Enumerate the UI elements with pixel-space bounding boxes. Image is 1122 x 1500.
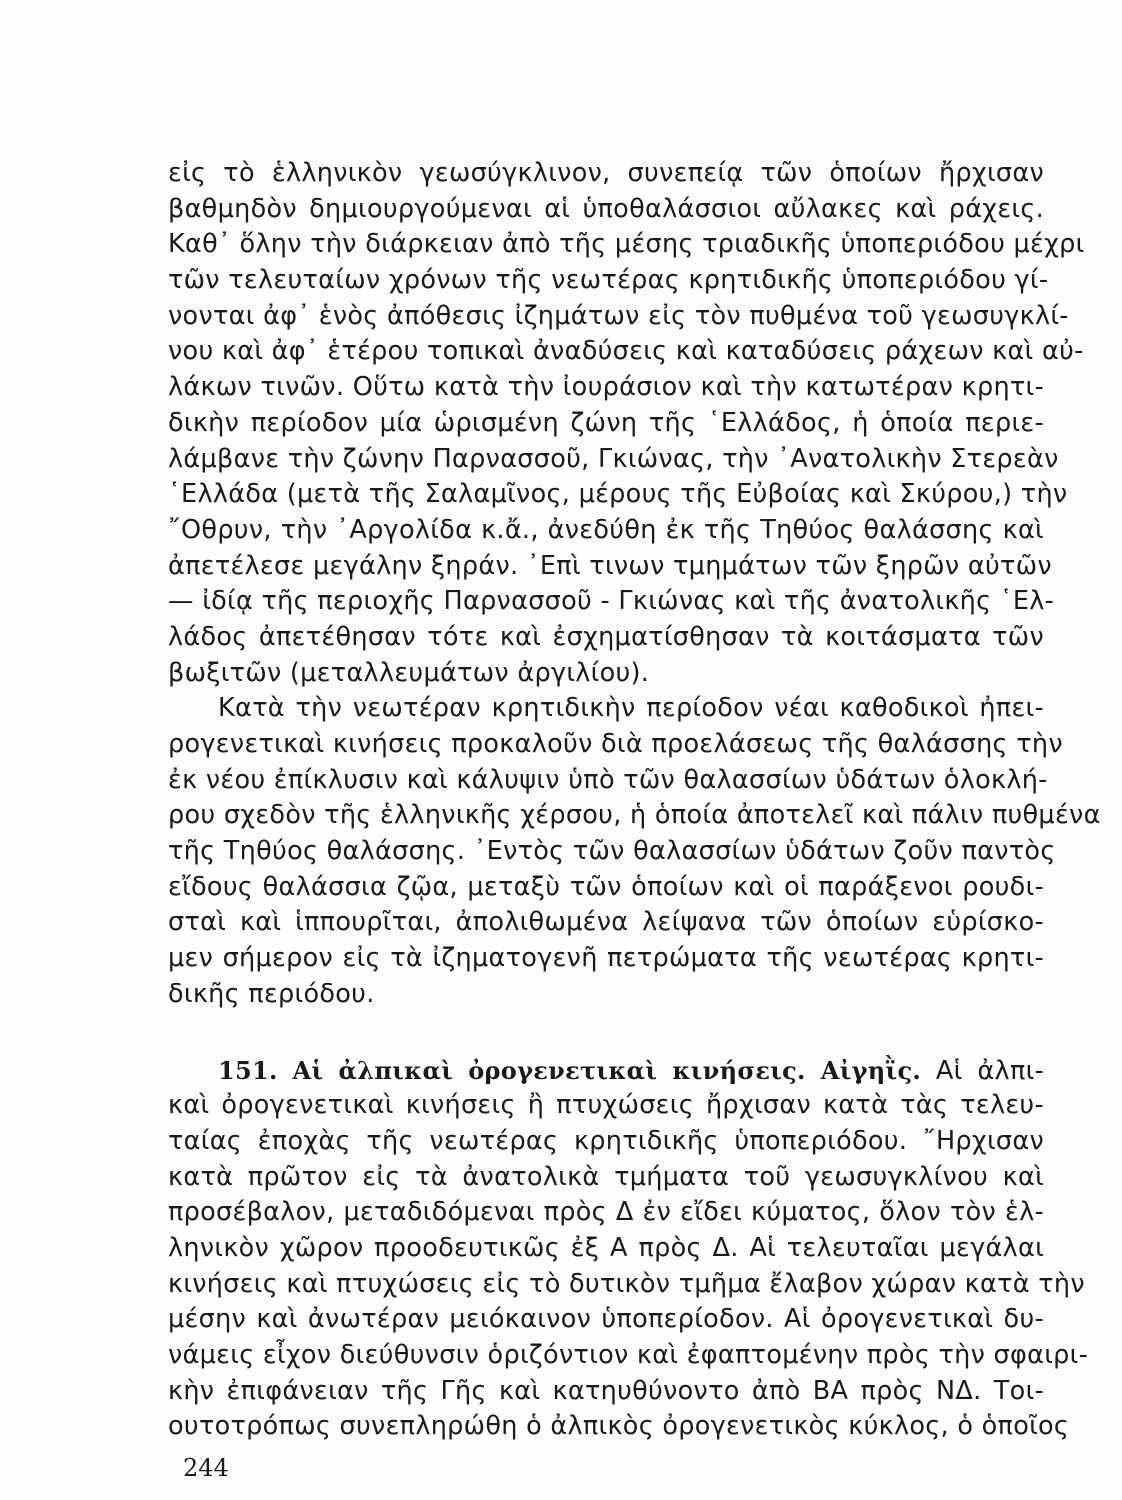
text-line: Καθ᾽ ὅλην τὴν διάρκειαν ἀπὸ τῆς μέσης τριαδικῆς ὑποπεριόδου μέχρι [168, 229, 1085, 260]
text-line: τῶν τελευταίων χρόνων τῆς νεωτέρας κρητιδικῆς ὑποπεριόδου γί- [168, 265, 1049, 296]
paragraph-2 [168, 691, 1101, 1012]
text-line: ῾Ελλάδα (μετὰ τῆς Σαλαμῖνος, μέρους τῆς Εὐβοίας καὶ Σκύρου,) τὴν [168, 479, 1068, 510]
text-line: νάμεις εἶχον διεύθυνσιν ὁριζόντιον καὶ ἐφαπτομένην πρὸς τὴν σφαιρι- [168, 1340, 1089, 1370]
text-line: — ἰδίᾳ τῆς περιοχῆς Παρνασσοῦ - Γκιώνας καὶ τῆς ἀνατολικῆς ῾Ελ- [168, 586, 1055, 617]
text-line: ἐκ νέου ἐπίκλυσιν καὶ κάλυψιν ὑπὸ τῶν θαλασσίων ὑδάτων ὁλοκλή- [168, 764, 1048, 795]
text-line: Κατὰ τὴν νεωτέραν κρητιδικὴν περίοδον νέαι καθοδικοὶ ἠπει- [218, 693, 1044, 724]
text-line: κινήσεις καὶ πτυχώσεις εἰς τὸ δυτικὸν τμῆμα ἔλαβον χώραν κατὰ τὴν [168, 1268, 1085, 1299]
text-line: ουτοτρόπως συνεπληρώθη ὁ ἀλπικὸς ὀρογενετικὸς κύκλος, ὁ ὁποῖος [168, 1411, 1070, 1442]
page-number: 244 [183, 1454, 229, 1482]
section-heading-line [168, 1053, 1044, 1089]
text-line: νου καὶ ἀφ᾽ ἑτέρου τοπικαὶ ἀναδύσεις καὶ καταδύσεις ράχεων καὶ αὐ- [168, 336, 1084, 367]
text-line: κὴν ἐπιφάνειαν τῆς Γῆς καὶ κατηυθύνοντο ἀπὸ ΒΑ πρὸς ΝΔ. Τοι- [168, 1375, 1044, 1406]
text-line: λάμβανε τὴν ζώνην Παρνασσοῦ, Γκιώνας, τὴν ᾽Ανατολικὴν Στερεὰν [168, 443, 1059, 474]
text-line: βωξιτῶν (μεταλλευμάτων ἀργιλίου). [168, 657, 650, 688]
text-line: ἀπετέλεσε μεγάλην ξηράν. ᾽Επὶ τινων τμημάτων τῶν ξηρῶν αὐτῶν [168, 550, 1052, 581]
text-line: δικῆς περιόδου. [168, 978, 375, 1009]
text-line: τῆς Τηθύος θαλάσσης. ᾽Εντὸς τῶν θαλασσίων ὑδάτων ζοῦν παντὸς [168, 836, 1056, 867]
text-line: μέσην καὶ ἀνωτέραν μειόκαινον ὑποπερίοδον. Αἱ ὀρογενετικαὶ δυ- [168, 1304, 1044, 1335]
text-line: νονται ἀφ᾽ ἑνὸς ἀπόθεσις ἰζημάτων εἰς τὸν πυθμένα τοῦ γεωσυγκλί- [168, 300, 1069, 331]
text-line: λάκων τινῶν. Οὕτω κατὰ τὴν ἰουράσιον καὶ τὴν κατωτέραν κρητι- [168, 372, 1044, 403]
text-line: ρογενετικαὶ κινήσεις προκαλοῦν διὰ προελάσεως τῆς θαλάσσης τὴν [168, 729, 1063, 759]
text-line: σταὶ καὶ ἱππουρῖται, ἀπολιθωμένα λείψανα τῶν ὁποίων εὑρίσκο- [168, 907, 1044, 938]
section-151 [168, 1053, 1089, 1446]
section-first-line-text: Αἱ ἀλπι- [935, 1055, 1045, 1086]
section-number: 151. [218, 1055, 278, 1085]
text-line: ταίας ἐποχὰς τῆς νεωτέρας κρητιδικῆς ὑποπεριόδου. ῎Ηρχισαν [168, 1125, 1044, 1156]
text-line: προσέβαλον, μεταδιδόμεναι πρὸς Δ ἐν εἴδει κύματος, ὅλον τὸν ἑλ- [168, 1197, 1044, 1228]
section-title: Αἱ ἀλπικαὶ ὀρογενετικαὶ κινήσεις. Αἰγηῒς. [292, 1055, 922, 1085]
paragraph-1 [168, 156, 1085, 691]
text-line: λάδος ἀπετέθησαν τότε καὶ ἐσχηματίσθησαν τὰ κοιτάσματα τῶν [168, 621, 1044, 652]
text-line: εἴδους θαλάσσια ζῷα, μεταξὺ τῶν ὁποίων καὶ οἱ παράξενοι ρουδι- [168, 871, 1044, 902]
text-line: βαθμηδὸν δημιουργούμεναι αἱ ὑποθαλάσσιοι αὔλακες καὶ ράχεις. [168, 193, 1044, 224]
text-line: ληνικὸν χῶρον προοδευτικῶς ἐξ Α πρὸς Δ. Αἱ τελευταῖαι μεγάλαι [168, 1232, 1044, 1263]
text-line: μεν σήμερον εἰς τὰ ἰζηματογενῆ πετρώματα τῆς νεωτέρας κρητι- [168, 943, 1044, 974]
text-line: δικὴν περίοδον μία ὡρισμένη ζώνη τῆς ῾Ελλάδος, ἡ ὁποία περιε- [168, 407, 1044, 438]
text-line: ρου σχεδὸν τῆς ἑλληνικῆς χέρσου, ἡ ὁποία ἀποτελεῖ καὶ πάλιν πυθμένα [168, 800, 1101, 831]
page-text [168, 156, 1101, 1445]
text-line: ῎Οθρυν, τὴν ᾽Αργολίδα κ.ἄ., ἀνεδύθη ἐκ τῆς Τηθύος θαλάσσης καὶ [168, 514, 1044, 545]
text-line: κατὰ πρῶτον εἰς τὰ ἀνατολικὰ τμήματα τοῦ γεωσυγκλίνου καὶ [168, 1161, 1044, 1192]
text-line: εἰς τὸ ἑλληνικὸν γεωσύγκλινον, συνεπείᾳ τῶν ὁποίων ἤρχισαν [168, 158, 1044, 188]
text-line: καὶ ὀρογενετικαὶ κινήσεις ἢ πτυχώσεις ἤρχισαν κατὰ τὰς τελευ- [168, 1090, 1044, 1121]
